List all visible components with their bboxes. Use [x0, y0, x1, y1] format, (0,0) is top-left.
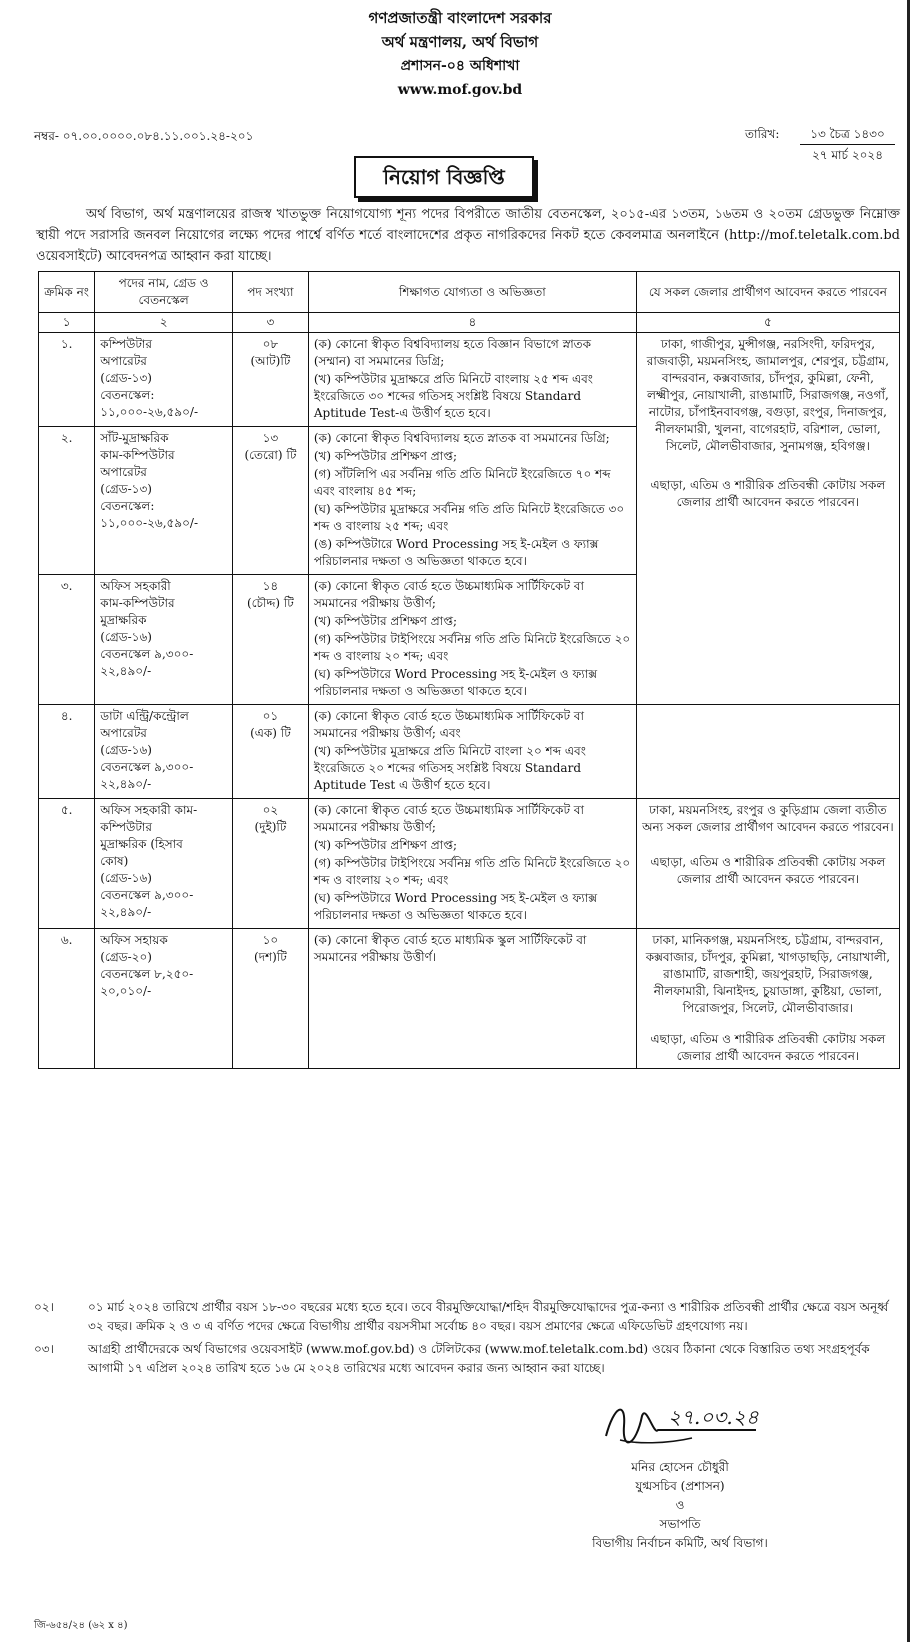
- notice-title: নিয়োগ বিজ্ঞপ্তি: [354, 156, 534, 198]
- signatory-conjunction: ও: [675, 1498, 685, 1512]
- post-line: অফিস সহায়ক: [100, 933, 168, 947]
- count-number: ১৪: [262, 579, 279, 593]
- date-label: তারিখ:: [745, 127, 780, 141]
- post-line: বেতনস্কেল:: [100, 499, 155, 513]
- post-line: ২২,৪৯০/-: [100, 905, 152, 919]
- qualification-item: (ঘ) কম্পিউটার মুদ্রাক্ষরে সর্বনিম্ন গতি প্রতি মিনিটে ইংরেজিতে ৩০ শব্দ ও বাংলায় ২৫ শব্দ; এবং: [313, 502, 625, 533]
- post-cell: [95, 575, 233, 705]
- count-cell: [232, 799, 308, 929]
- post-line: বেতনস্কেল:: [100, 388, 155, 402]
- header-ministry: অর্থ মন্ত্রণালয়, অর্থ বিভাগ: [381, 33, 539, 51]
- table-row: [39, 799, 900, 929]
- serial-cell: ৬.: [39, 929, 95, 1069]
- post-line: বেতনস্কেল ৯,৩০০-: [100, 888, 194, 902]
- qualification-cell: [308, 427, 636, 575]
- serial-cell: ৪.: [39, 705, 95, 799]
- col-number: ২: [95, 313, 233, 333]
- table-row: [39, 705, 900, 799]
- post-line: অপারেটর: [100, 726, 147, 740]
- district-cell-a: [636, 333, 899, 705]
- col-header-count: পদ সংখ্যা: [232, 272, 308, 313]
- count-cell: [232, 575, 308, 705]
- district-cell-empty: [636, 705, 899, 799]
- post-line: (গ্রেড-১৬): [100, 871, 152, 885]
- district-list: ঢাকা, ময়মনসিংহ, রংপুর ও কুড়িগ্রাম জেলা ব্যতীত অন্য সকল জেলার প্রার্থীগণ আবেদন করতে পারবেন।: [642, 803, 894, 834]
- post-line: অপারেটর: [100, 465, 147, 479]
- qualification-item: (ক) কোনো স্বীকৃত বিশ্ববিদ্যালয় হতে স্নাতক বা সমমানের ডিগ্রি;: [313, 431, 610, 445]
- signature-date: ২৭.০৩.২৪: [668, 1405, 759, 1429]
- post-line: কম্পিউটার: [100, 820, 152, 834]
- qualification-item: (খ) কম্পিউটার মুদ্রাক্ষরে প্রতি মিনিটে বাংলায় ২৫ শব্দ এবং ইংরেজিতে ৩০ শব্দের গতিসহ সংশ্লিষ্ট বিষয়ে Standard Aptitude Test-এ উত্তীর্ণ হতে হবে।: [313, 372, 593, 420]
- header-government: গণপ্রজাতন্ত্রী বাংলাদেশ সরকার: [368, 9, 552, 27]
- post-cell: [95, 929, 233, 1069]
- district-list: ঢাকা, গাজীপুর, মুন্সীগঞ্জ, নরসিংদী, ফরিদপুর, রাজবাড়ী, ময়মনসিংহ, জামালপুর, শেরপুর, চট্টগ্রাম, বান্দরবান, কক্সবাজার, চাঁদপুর, কুমিল্লা, ফেনী, লক্ষ্মীপুর, নোয়াখালী, রাঙামাটি, সিরাজগঞ্জ, নওগাঁ, নাটোর, চাঁপাইনবাবগঞ্জ, বগুড়া, রংপুর, দিনাজপুর, নীলফামারী, খুলনা, বাগেরহাট, বরিশাল, ভোলা, সিলেট, মৌলভীবাজার, সুনামগঞ্জ, হবিগঞ্জ।: [646, 337, 890, 453]
- post-line: কম্পিউটার: [100, 337, 152, 351]
- qualification-item: (খ) কম্পিউটার প্রশিক্ষণ প্রাপ্ত;: [313, 449, 458, 463]
- qualification-item: (ঘ) কম্পিউটারে Word Processing সহ ই-মেইল ও ফ্যাক্স পরিচালনার দক্ষতা ও অভিজ্ঞতা থাকতে হবে।: [313, 667, 598, 698]
- signatory-designation: যুগ্মসচিব (প্রশাসন): [635, 1479, 725, 1493]
- post-line: (গ্রেড-১৩): [100, 371, 152, 385]
- post-line: ১১,০০০-২৬,৫৯০/-: [100, 405, 198, 419]
- note-number: ০৩।: [34, 1342, 54, 1356]
- post-line: অফিস সহকারী: [100, 579, 171, 593]
- signatory-committee: বিভাগীয় নির্বাচন কমিটি, অর্থ বিভাগ।: [592, 1536, 768, 1550]
- qualification-item: (ঙ) কম্পিউটারে Word Processing সহ ই-মেইল ও ফ্যাক্স পরিচালনার দক্ষতা ও অভিজ্ঞতা থাকতে হবে।: [313, 537, 599, 568]
- qualification-item: (ক) কোনো স্বীকৃত বোর্ড হতে উচ্চমাধ্যমিক সার্টিফিকেট বা সমমানের পরীক্ষায় উত্তীর্ণ;: [313, 579, 584, 610]
- post-line: ২২,৪৯০/-: [100, 664, 152, 678]
- date-english: ২৭ মার্চ ২০২৪: [800, 144, 895, 165]
- note-item: [34, 1340, 900, 1378]
- qualification-item: (গ) কম্পিউটার টাইপিংয়ে সর্বনিম্ন গতি প্রতি মিনিটে ইংরেজিতে ২০ শব্দ ও বাংলায় ২০ শব্দ; এবং: [313, 856, 631, 887]
- count-cell: [232, 427, 308, 575]
- post-line: (গ্রেড-২০): [100, 950, 152, 964]
- count-words: (দুই)টি: [254, 820, 287, 834]
- column-number-row: [39, 313, 900, 333]
- col-number: ১: [39, 313, 95, 333]
- qualification-item: (খ) কম্পিউটার প্রশিক্ষণ প্রাপ্ত;: [313, 838, 458, 852]
- qualification-item: (গ) সাঁটলিপি এর সর্বনিম্ন গতি প্রতি মিনিটে ইংরেজিতে ৭০ শব্দ এবং বাংলায় ৪৫ শব্দ;: [313, 467, 611, 498]
- count-cell: [232, 929, 308, 1069]
- col-number: ৫: [636, 313, 899, 333]
- qualification-cell: [308, 575, 636, 705]
- signature-block: [560, 1458, 800, 1553]
- qualification-item: (ক) কোনো স্বীকৃত বোর্ড হতে মাধ্যমিক স্কুল সার্টিফিকেট বা সমমানের পরীক্ষায় উত্তীর্ণ।: [313, 933, 587, 964]
- qualification-item: (ক) কোনো স্বীকৃত বিশ্ববিদ্যালয় হতে বিজ্ঞান বিভাগে স্নাতক (সম্মান) বা সমমানের ডিগ্রি;: [313, 337, 592, 368]
- col-header-post: পদের নাম, গ্রেড ও বেতনস্কেল: [95, 272, 233, 313]
- col-header-serial: ক্রমিক নং: [39, 272, 95, 313]
- header-branch: প্রশাসন-০৪ অধিশাখা: [400, 58, 520, 74]
- date-bangla: ১৩ চৈত্র ১৪৩০: [810, 127, 885, 141]
- serial-cell: ৫.: [39, 799, 95, 929]
- post-line: অপারেটর: [100, 354, 147, 368]
- post-line: (গ্রেড-১৬): [100, 743, 152, 757]
- post-line: সাঁট-মুদ্রাক্ষরিক: [100, 431, 169, 445]
- district-quota-note: এছাড়া, এতিম ও শারীরিক প্রতিবন্ধী কোটায় সকল জেলার প্রার্থী আবেদন করতে পারবেন।: [650, 855, 886, 886]
- table-header-row: [39, 272, 900, 313]
- signatory-name: মনির হোসেন চৌধুরী: [631, 1460, 729, 1474]
- qualification-item: (ঘ) কম্পিউটারে Word Processing সহ ই-মেইল ও ফ্যাক্স পরিচালনার দক্ষতা ও অভিজ্ঞতা থাকতে হবে।: [313, 891, 598, 922]
- count-words: (তেরো) টি: [244, 448, 297, 462]
- post-line: কাম-কম্পিউটার: [100, 448, 175, 462]
- post-line: কাম-কম্পিউটার: [100, 596, 175, 610]
- col-number: ৪: [308, 313, 636, 333]
- qualification-item: (খ) কম্পিউটার প্রশিক্ষণ প্রাপ্ত;: [313, 614, 458, 628]
- post-line: বেতনস্কেল ৯,৩০০-: [100, 647, 194, 661]
- notes-section: [34, 1298, 900, 1382]
- count-words: (চৌদ্দ) টি: [247, 596, 294, 610]
- count-words: (এক) টি: [250, 726, 291, 740]
- serial-cell: ৩.: [39, 575, 95, 705]
- qualification-item: (ক) কোনো স্বীকৃত বোর্ড হতে উচ্চমাধ্যমিক সার্টিফিকেট বা সমমানের পরীক্ষায় উত্তীর্ণ; এবং: [313, 709, 584, 740]
- qualification-cell: [308, 333, 636, 427]
- qualification-cell: [308, 929, 636, 1069]
- post-line: বেতনস্কেল ৯,৩০০-: [100, 760, 194, 774]
- count-number: ১৩: [262, 431, 279, 445]
- date-block: [800, 124, 895, 165]
- post-line: মুদ্রাক্ষরিক (হিসাব: [100, 837, 183, 851]
- qualification-item: (খ) কম্পিউটার মুদ্রাক্ষরে প্রতি মিনিটে বাংলা ২০ শব্দ এবং ইংরেজিতে ২০ শব্দের গতিসহ সংশ্লিষ্ট বিষয়ে Standard Aptitude Test এ উত্তীর্ণ হতে হবে।: [313, 744, 586, 792]
- signature-scribble: [596, 1386, 766, 1456]
- header-website[interactable]: www.mof.gov.bd: [397, 82, 523, 98]
- district-list: ঢাকা, মানিকগঞ্জ, ময়মনসিংহ, চট্টগ্রাম, বান্দরবান, কক্সবাজার, চাঁদপুর, কুমিল্লা, খাগড়াছড়ি, নোয়াখালী, রাঙামাটি, রাজশাহী, জয়পুরহাট, সিরাজগঞ্জ, নীলফামারী, ঝিনাইদহ, চুয়াডাঙ্গা, কুষ্টিয়া, ভোলা, পিরোজপুর, সিলেট, মৌলভীবাজার।: [645, 933, 891, 1015]
- footer-code: জি-৬৫৪/২৪ (৬২ x ৪): [34, 1620, 128, 1631]
- intro-paragraph: অর্থ বিভাগ, অর্থ মন্ত্রণালয়ের রাজস্ব খাতভুক্ত নিয়োগযোগ্য শূন্য পদের বিপরীতে জাতীয় বেতনস্কেল, ২০১৫-এর ১৩তম, ১৬তম ও ২০তম গ্রেডভুক্ত নিম্নোক্ত স্থায়ী পদে সরাসরি জনবল নিয়োগের লক্ষ্যে পদের পার্শ্বে বর্ণিত শর্তে বাংলাদেশের প্রকৃত নাগরিকদের নিকট হতে কেবলমাত্র অনলাইনে (http://mof.teletalk.com.bd ওয়েবসাইটে) আবেদনপত্র আহ্বান করা যাচ্ছে।: [36, 207, 900, 264]
- post-line: ২০,০১০/-: [100, 984, 152, 998]
- post-cell: [95, 705, 233, 799]
- col-number: ৩: [232, 313, 308, 333]
- post-line: ২২,৪৯০/-: [100, 777, 152, 791]
- district-cell-c: [636, 929, 899, 1069]
- page-edge-border: [907, 0, 910, 1642]
- memo-number: নম্বর- ০৭.০০.০০০০.০৮৪.১১.০০১.২৪-২০১: [34, 129, 254, 143]
- post-line: (গ্রেড-১৩): [100, 482, 152, 496]
- qualification-cell: [308, 705, 636, 799]
- count-number: ০১: [262, 709, 279, 723]
- qualification-item: (গ) কম্পিউটার টাইপিংয়ে সর্বনিম্ন গতি প্রতি মিনিটে ইংরেজিতে ২০ শব্দ ও বাংলায় ২০ শব্দ; এবং: [313, 632, 631, 663]
- signatory-role: সভাপতি: [659, 1517, 701, 1531]
- post-cell: [95, 333, 233, 427]
- post-cell: [95, 799, 233, 929]
- count-cell: [232, 333, 308, 427]
- post-cell: [95, 427, 233, 575]
- district-quota-note: এছাড়া, এতিম ও শারীরিক প্রতিবন্ধী কোটায় সকল জেলার প্রার্থী আবেদন করতে পারবেন।: [650, 478, 886, 509]
- serial-cell: ২.: [39, 427, 95, 575]
- note-text: আগ্রহী প্রার্থীদেরকে অর্থ বিভাগের ওয়েবসাইট (www.mof.gov.bd) ও টেলিটকের (www.mof.teletalk.com.bd) ওয়েব ঠিকানা থেকে বিস্তারিত তথ্য সংগ্রহপূর্বক আগামী ১৭ এপ্রিল ২০২৪ তারিখ হতে ১৬ মে ২০২৪ তারিখের মধ্যে আবেদন করার জন্য আহ্বান করা যাচ্ছে।: [88, 1342, 870, 1375]
- count-number: ০৮: [262, 337, 279, 351]
- post-line: (গ্রেড-১৬): [100, 630, 152, 644]
- note-number: ০২।: [34, 1300, 54, 1314]
- post-line: অফিস সহকারী কাম-: [100, 803, 198, 817]
- col-header-districts: যে সকল জেলার প্রার্থীগণ আবেদন করতে পারবেন: [636, 272, 899, 313]
- qualification-cell: [308, 799, 636, 929]
- count-number: ১০: [262, 933, 279, 947]
- serial-cell: ১.: [39, 333, 95, 427]
- note-item: [34, 1298, 900, 1336]
- table-row: [39, 333, 900, 427]
- post-line: মুদ্রাক্ষরিক: [100, 613, 147, 627]
- post-line: ১১,০০০-২৬,৫৯০/-: [100, 516, 198, 530]
- col-header-qualification: শিক্ষাগত যোগ্যতা ও অভিজ্ঞতা: [308, 272, 636, 313]
- post-line: ডাটা এন্ট্রি/কন্ট্রোল: [100, 709, 189, 723]
- qualification-item: (ক) কোনো স্বীকৃত বোর্ড হতে উচ্চমাধ্যমিক সার্টিফিকেট বা সমমানের পরীক্ষায় উত্তীর্ণ;: [313, 803, 584, 834]
- count-number: ০২: [262, 803, 279, 817]
- post-line: কোষ): [100, 854, 129, 868]
- post-line: বেতনস্কেল ৮,২৫০-: [100, 967, 194, 981]
- count-cell: [232, 705, 308, 799]
- count-words: (দশ)টি: [254, 950, 287, 964]
- vacancy-table: [38, 271, 900, 1069]
- district-cell-b: [636, 799, 899, 929]
- table-row: [39, 929, 900, 1069]
- note-text: ০১ মার্চ ২০২৪ তারিখে প্রার্থীর বয়স ১৮-৩০ বছরের মধ্যে হতে হবে। তবে বীরমুক্তিযোদ্ধা/শহিদ বীরমুক্তিযোদ্ধাদের পুত্র-কন্যা ও শারীরিক প্রতিবন্ধী প্রার্থীর ক্ষেত্রে বয়স অনূর্ধ্ব ৩২ বছর। ক্রমিক ২ ও ৩ এ বর্ণিত পদের ক্ষেত্রে বিভাগীয় প্রার্থীর বয়সসীমা সর্বোচ্চ ৪০ বছর। বয়স প্রমাণের ক্ষেত্রে এফিডেভিট গ্রহণযোগ্য নয়।: [88, 1300, 889, 1333]
- count-words: (আট)টি: [250, 354, 291, 368]
- district-quota-note: এছাড়া, এতিম ও শারীরিক প্রতিবন্ধী কোটায় সকল জেলার প্রার্থী আবেদন করতে পারবেন।: [650, 1032, 886, 1063]
